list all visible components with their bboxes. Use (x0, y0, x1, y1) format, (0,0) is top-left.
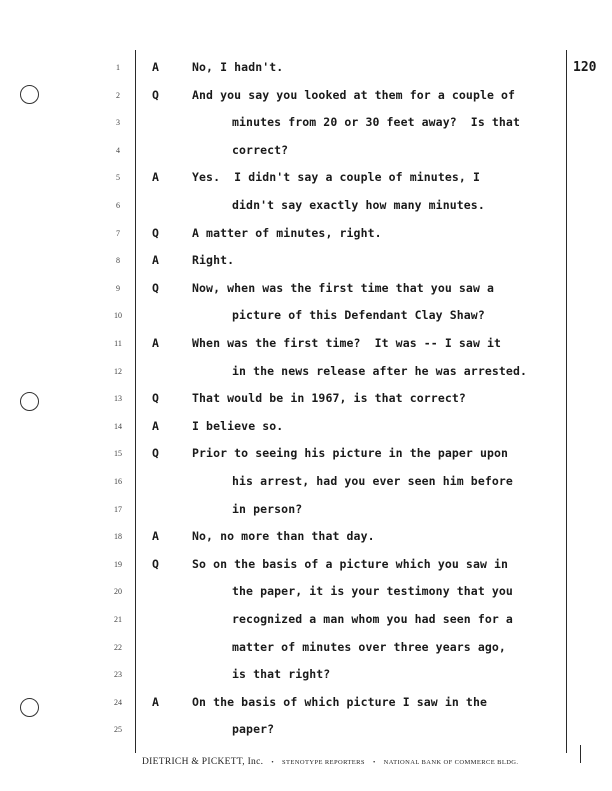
transcript-line (0, 557, 612, 575)
line-number: 6 (116, 201, 120, 210)
testimony-text: I believe so. (192, 418, 284, 433)
line-number: 22 (114, 642, 122, 652)
page-number: 120 (573, 60, 597, 75)
testimony-text: No, no more than that day. (192, 529, 375, 544)
testimony-text: picture of this Defendant Clay Shaw? (232, 308, 485, 323)
speaker-label: A (152, 529, 159, 544)
speaker-label: A (152, 694, 159, 709)
line-number: 25 (114, 725, 122, 735)
speaker-label: A (152, 336, 159, 350)
transcript-line (0, 88, 612, 106)
speaker-label: Q (152, 225, 159, 240)
testimony-text: Prior to seeing his picture in the paper upon (192, 446, 509, 461)
line-number: 20 (114, 587, 122, 597)
transcript-line (0, 612, 612, 630)
testimony-text: When was the first time? It was -- I saw it (192, 336, 502, 350)
line-number: 24 (114, 697, 122, 707)
line-number: 21 (114, 615, 122, 624)
line-number: 23 (114, 670, 122, 680)
testimony-text: So on the basis of a picture which you saw in (192, 556, 509, 571)
footer-separator: • (271, 759, 274, 766)
transcript-line (0, 198, 612, 216)
testimony-text: matter of minutes over three years ago, (232, 639, 506, 654)
speaker-label: A (152, 418, 159, 433)
transcript-line (0, 529, 612, 547)
speaker-label: A (152, 170, 159, 185)
line-number: 16 (114, 477, 122, 486)
testimony-text: the paper, it is your testimony that you (232, 584, 513, 599)
transcript-line (0, 115, 612, 133)
transcript-line (0, 502, 612, 520)
transcript-line (0, 474, 612, 492)
transcript-line (0, 336, 612, 354)
testimony-text: correct? (232, 142, 289, 157)
line-number: 2 (116, 90, 120, 100)
testimony-text: didn't say exactly how many minutes. (232, 198, 485, 212)
line-number: 3 (116, 118, 120, 128)
transcript-line (0, 695, 612, 713)
speaker-label: A (152, 253, 159, 268)
transcript-line (0, 170, 612, 188)
testimony-text: That would be in 1967, is that correct? (192, 391, 466, 406)
testimony-text: in person? (232, 501, 303, 516)
line-number: 4 (116, 145, 120, 155)
line-number: 14 (114, 421, 122, 431)
transcript-line (0, 667, 612, 685)
transcript-line (0, 253, 612, 271)
transcript-line (0, 391, 612, 409)
line-number: 19 (114, 559, 122, 569)
line-number: 13 (114, 394, 122, 404)
testimony-text: minutes from 20 or 30 feet away? Is that (232, 115, 520, 130)
testimony-text: A matter of minutes, right. (192, 225, 382, 240)
speaker-label: A (152, 60, 159, 74)
line-number: 15 (114, 449, 122, 459)
line-number: 11 (114, 339, 122, 348)
line-number: 1 (116, 63, 120, 72)
transcript-line (0, 60, 612, 78)
line-number: 7 (116, 228, 120, 238)
transcript-line (0, 584, 612, 602)
transcript-line (0, 419, 612, 437)
speaker-label: Q (152, 446, 159, 461)
transcript-line (0, 226, 612, 244)
footer-firm: DIETRICH & PICKETT, Inc. (142, 757, 264, 767)
footer-separator: • (372, 759, 376, 766)
transcript-line (0, 143, 612, 161)
speaker-label: Q (152, 556, 159, 571)
transcript-line (0, 364, 612, 382)
testimony-text: And you say you looked at them for a couple of (192, 87, 516, 102)
testimony-text: paper? (232, 722, 275, 737)
testimony-text: Now, when was the first time that you saw a (192, 280, 495, 295)
testimony-text: is that right? (232, 667, 331, 682)
line-number: 5 (116, 173, 120, 183)
footer-address: NATIONAL BANK OF COMMERCE BLDG. (383, 759, 519, 766)
testimony-text: On the basis of which picture I saw in the (192, 694, 487, 709)
line-number: 12 (114, 366, 122, 376)
line-number: 18 (114, 532, 122, 542)
transcript-line (0, 722, 612, 740)
testimony-text: recognized a man whom you had seen for a (232, 612, 513, 626)
line-number: 9 (116, 283, 120, 293)
footer-reporters: STENOTYPE REPORTERS (282, 759, 365, 766)
transcript-line (0, 308, 612, 326)
line-number: 17 (114, 504, 122, 514)
transcript-line (0, 446, 612, 464)
speaker-label: Q (152, 280, 159, 295)
line-number: 10 (114, 311, 122, 321)
footer-tick-mark (580, 745, 581, 763)
testimony-text: No, I hadn't. (192, 60, 284, 74)
page-footer (142, 757, 518, 767)
transcript-line (0, 640, 612, 658)
line-number: 8 (116, 256, 120, 266)
speaker-label: Q (152, 87, 159, 102)
speaker-label: Q (152, 391, 159, 406)
testimony-text: Yes. I didn't say a couple of minutes, I (192, 170, 480, 185)
testimony-text: his arrest, had you ever seen him before (232, 474, 513, 488)
transcript-line (0, 281, 612, 299)
testimony-text: in the news release after he was arrested. (232, 363, 527, 378)
testimony-text: Right. (192, 253, 235, 268)
